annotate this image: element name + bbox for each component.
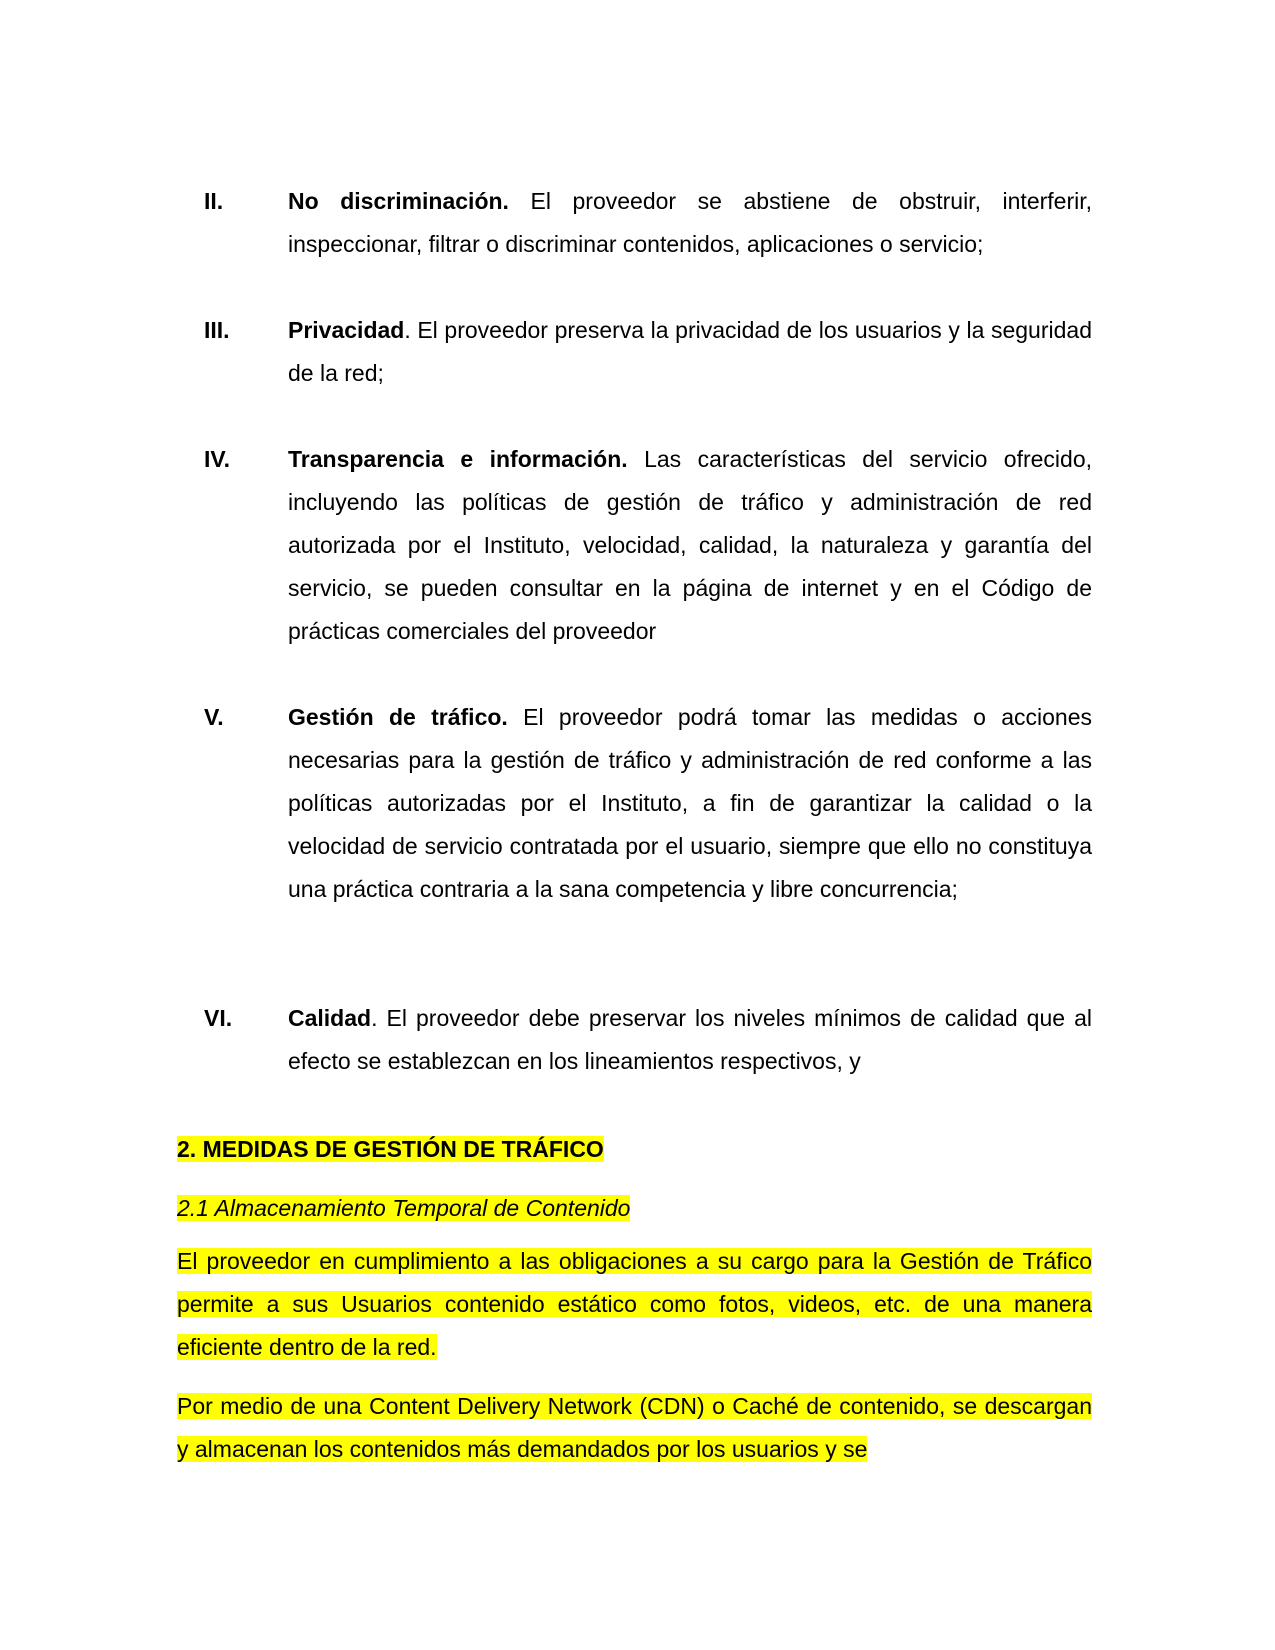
item-numeral: IV. [204,446,231,472]
paragraph [177,1385,1092,1471]
subsection-heading-text: 2.1 Almacenamiento Temporal de Contenido [177,1195,631,1221]
item-text: El proveedor se abstiene de obstruir, interferir, inspeccionar, filtrar o discriminar contenidos, aplicaciones o servicio; [288,188,1092,257]
item-title: No discriminación. [288,188,509,214]
item-numeral: III. [204,317,230,343]
section-heading [177,1134,604,1164]
item-body [288,997,1092,1083]
paragraph [177,1240,1092,1369]
subsection-heading [177,1193,630,1223]
paragraph-text: El proveedor en cumplimiento a las obligaciones a su cargo para la Gestión de Tráfico permite a sus Usuarios contenido estático como fotos, videos, etc. de una manera eficiente dentro de la red. [177,1248,1092,1360]
item-title: Calidad [288,1005,372,1031]
item-text: . El proveedor preserva la privacidad de los usuarios y la seguridad de la red; [288,317,1092,386]
item-text: . El proveedor debe preservar los niveles mínimos de calidad que al efecto se establezcan en los lineamientos respectivos, y [288,1005,1092,1074]
item-body [288,309,1092,395]
item-body [288,696,1092,911]
paragraph-text: Por medio de una Content Delivery Network (CDN) o Caché de contenido, se descargan y almacenan los contenidos más demandados por los usuarios y se [177,1393,1092,1462]
item-body [288,180,1092,266]
item-numeral: V. [204,704,224,730]
item-text: El proveedor podrá tomar las medidas o acciones necesarias para la gestión de tráfico y administración de red conforme a las políticas autorizadas por el Instituto, a fin de garantizar la calidad o la velocidad de servicio contratada por el usuario, siempre que ello no constituya una práctica contraria a la sana competencia y libre concurrencia; [288,704,1092,902]
item-numeral: VI. [204,1005,233,1031]
item-text: Las características del servicio ofrecido, incluyendo las políticas de gestión de tráfico y administración de red autorizada por el Instituto, velocidad, calidad, la naturaleza y garantía del servicio, se pueden consultar en la página de internet y en el Código de prácticas comerciales del proveedor [288,446,1092,644]
section-heading-text: 2. MEDIDAS DE GESTIÓN DE TRÁFICO [177,1136,604,1162]
item-title: Privacidad [288,317,405,343]
item-title: Transparencia e información. [288,446,628,472]
item-title: Gestión de tráfico. [288,704,508,730]
item-numeral: II. [204,188,224,214]
item-body [288,438,1092,653]
